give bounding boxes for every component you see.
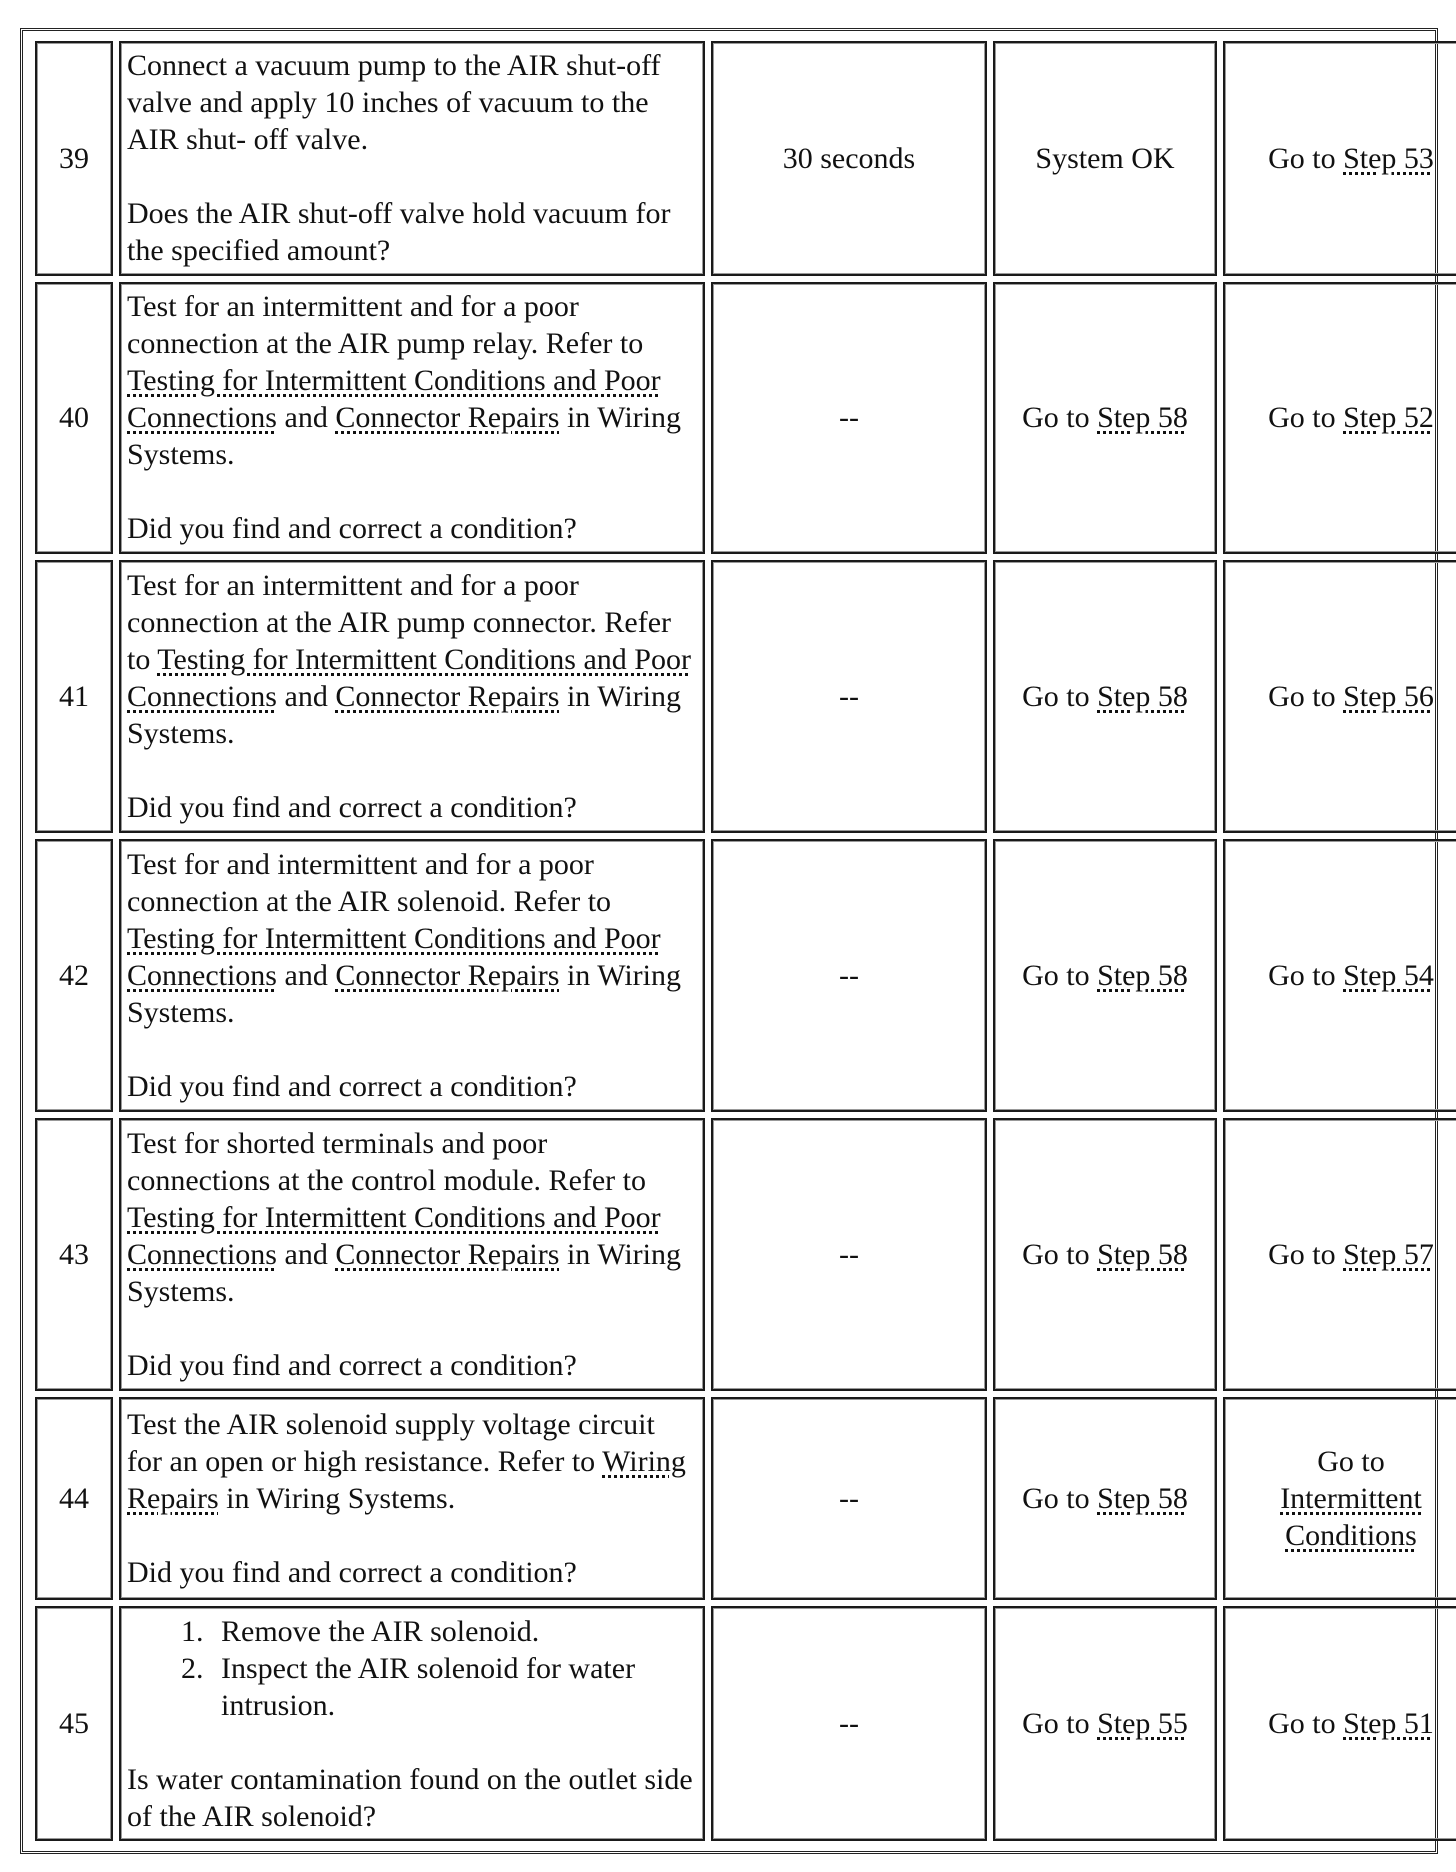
goto-link[interactable]: Step 57 bbox=[1343, 1238, 1434, 1272]
document-page bbox=[20, 28, 1438, 1854]
table-row bbox=[35, 1118, 1456, 1391]
step-no-result bbox=[1223, 839, 1456, 1112]
step-instruction bbox=[127, 1406, 697, 1517]
table-row bbox=[35, 839, 1456, 1112]
step-number: 39 bbox=[35, 41, 113, 276]
step-no-result bbox=[1223, 1118, 1456, 1391]
spacer bbox=[127, 1310, 697, 1347]
step-value: -- bbox=[711, 282, 987, 555]
table-row bbox=[35, 560, 1456, 833]
step-instruction bbox=[127, 288, 697, 473]
result-text: Go to bbox=[1022, 1482, 1098, 1516]
text-segment: in Wiring Systems. bbox=[127, 1238, 682, 1309]
result-text: Go to bbox=[1022, 959, 1098, 993]
reference-link[interactable]: Testing for Intermittent Conditions and Poor Connections bbox=[127, 1201, 661, 1272]
step-number: 40 bbox=[35, 282, 113, 555]
result-text: System OK bbox=[1035, 141, 1175, 175]
goto-link[interactable]: Step 52 bbox=[1343, 401, 1434, 435]
text-segment: in Wiring Systems. bbox=[218, 1482, 456, 1516]
text-segment: Test for and intermittent and for a poor connection at the AIR solenoid. Refer to bbox=[127, 848, 612, 919]
step-value: 30 seconds bbox=[711, 41, 987, 276]
text-segment: Did you find and correct a condition? bbox=[127, 512, 577, 546]
text-segment: and bbox=[277, 680, 336, 714]
step-number: 41 bbox=[35, 560, 113, 833]
table-row bbox=[35, 1397, 1456, 1600]
reference-link[interactable]: Connector Repairs bbox=[335, 1238, 560, 1272]
result-text: Go to bbox=[1268, 1238, 1344, 1272]
step-no-result bbox=[1223, 1606, 1456, 1841]
text-segment: and bbox=[277, 959, 336, 993]
result-text: Go to bbox=[1022, 401, 1098, 435]
step-action bbox=[119, 839, 705, 1112]
step-instruction bbox=[127, 846, 697, 1031]
reference-link[interactable]: Connector Repairs bbox=[335, 401, 560, 435]
text-segment: Did you find and correct a condition? bbox=[127, 791, 577, 825]
step-yes-result bbox=[993, 1606, 1217, 1841]
step-action bbox=[119, 1118, 705, 1391]
result-text: Go to bbox=[1268, 401, 1344, 435]
step-question bbox=[127, 510, 697, 547]
text-segment: Did you find and correct a condition? bbox=[127, 1349, 577, 1383]
result-text: Go to bbox=[1317, 1445, 1385, 1479]
steps-table-body bbox=[35, 41, 1456, 1841]
step-yes-result bbox=[993, 1397, 1217, 1600]
step-number: 45 bbox=[35, 1606, 113, 1841]
step-number: 44 bbox=[35, 1397, 113, 1600]
step-action bbox=[119, 282, 705, 555]
text-segment: Did you find and correct a condition? bbox=[127, 1070, 577, 1104]
text-segment: Is water contamination found on the outlet side of the AIR solenoid? bbox=[127, 1762, 693, 1833]
step-no-result bbox=[1223, 41, 1456, 276]
text-segment: Test the AIR solenoid supply voltage circuit for an open or high resistance. Refer to bbox=[127, 1408, 655, 1479]
spacer bbox=[127, 158, 697, 195]
table-row bbox=[35, 41, 1456, 276]
reference-link[interactable]: Connector Repairs bbox=[335, 959, 560, 993]
result-text: Go to bbox=[1268, 1707, 1344, 1741]
text-segment: in Wiring Systems. bbox=[127, 959, 682, 1030]
action-list-item: 2. Inspect the AIR solenoid for water intrusion. bbox=[211, 1650, 697, 1724]
result-text: Go to bbox=[1022, 1707, 1098, 1741]
step-yes-result bbox=[993, 1118, 1217, 1391]
step-question bbox=[127, 789, 697, 826]
goto-link[interactable]: Step 58 bbox=[1097, 680, 1188, 714]
result-text: Go to bbox=[1022, 680, 1098, 714]
goto-link[interactable]: Step 58 bbox=[1097, 1238, 1188, 1272]
result-text: Go to bbox=[1268, 680, 1344, 714]
text-segment: in Wiring Systems. bbox=[127, 401, 682, 472]
step-question bbox=[127, 1761, 697, 1835]
step-question bbox=[127, 195, 697, 269]
spacer bbox=[127, 1517, 697, 1554]
goto-link[interactable]: Intermittent Conditions bbox=[1280, 1482, 1422, 1553]
spacer bbox=[127, 1724, 697, 1761]
spacer bbox=[127, 1031, 697, 1068]
result-text: Go to bbox=[1022, 1238, 1098, 1272]
step-value: -- bbox=[711, 839, 987, 1112]
step-yes-result bbox=[993, 41, 1217, 276]
result-text: Go to bbox=[1268, 141, 1344, 175]
step-number: 43 bbox=[35, 1118, 113, 1391]
step-value: -- bbox=[711, 1397, 987, 1600]
text-segment: and bbox=[277, 1238, 336, 1272]
step-instruction bbox=[127, 47, 697, 158]
table-row bbox=[35, 282, 1456, 555]
step-number: 42 bbox=[35, 839, 113, 1112]
step-instruction bbox=[127, 1125, 697, 1310]
reference-link[interactable]: Testing for Intermittent Conditions and Poor Connections bbox=[127, 364, 661, 435]
goto-link[interactable]: Step 53 bbox=[1343, 141, 1434, 175]
step-yes-result bbox=[993, 839, 1217, 1112]
step-question bbox=[127, 1068, 697, 1105]
step-yes-result bbox=[993, 282, 1217, 555]
step-no-result bbox=[1223, 1397, 1456, 1600]
result-text: Go to bbox=[1268, 959, 1344, 993]
step-action bbox=[119, 1397, 705, 1600]
reference-link[interactable]: Testing for Intermittent Conditions and Poor Connections bbox=[127, 922, 661, 993]
text-segment: Test for an intermittent and for a poor connection at the AIR pump relay. Refer to bbox=[127, 290, 644, 361]
step-action bbox=[119, 1606, 705, 1841]
step-value: -- bbox=[711, 1118, 987, 1391]
goto-link[interactable]: Step 56 bbox=[1343, 680, 1434, 714]
goto-link[interactable]: Step 58 bbox=[1097, 401, 1188, 435]
reference-link[interactable]: Testing for Intermittent Conditions and Poor Connections bbox=[127, 643, 691, 714]
text-segment: Does the AIR shut-off valve hold vacuum for the specified amount? bbox=[127, 197, 671, 268]
text-segment: Test for an intermittent and for a poor connection at the AIR pump connector. Refer to bbox=[127, 569, 671, 677]
text-segment: Did you find and correct a condition? bbox=[127, 1556, 577, 1590]
spacer bbox=[127, 752, 697, 789]
table-row bbox=[35, 1606, 1456, 1841]
action-list-item: 1. Remove the AIR solenoid. bbox=[211, 1613, 697, 1650]
step-action bbox=[119, 41, 705, 276]
text-segment: in Wiring Systems. bbox=[127, 680, 682, 751]
action-list bbox=[127, 1613, 697, 1724]
text-segment: Test for shorted terminals and poor connections at the control module. Refer to bbox=[127, 1127, 647, 1198]
step-yes-result bbox=[993, 560, 1217, 833]
step-question bbox=[127, 1347, 697, 1384]
diagnostic-steps-table bbox=[29, 35, 1456, 1847]
reference-link[interactable]: Wiring Repairs bbox=[127, 1445, 686, 1516]
text-segment: and bbox=[277, 401, 336, 435]
step-value: -- bbox=[711, 1606, 987, 1841]
spacer bbox=[127, 473, 697, 510]
step-no-result bbox=[1223, 282, 1456, 555]
step-instruction bbox=[127, 567, 697, 752]
goto-link[interactable]: Step 54 bbox=[1343, 959, 1434, 993]
step-value: -- bbox=[711, 560, 987, 833]
goto-link[interactable]: Step 51 bbox=[1343, 1707, 1434, 1741]
goto-link[interactable]: Step 55 bbox=[1097, 1707, 1188, 1741]
step-no-result bbox=[1223, 560, 1456, 833]
goto-link[interactable]: Step 58 bbox=[1097, 959, 1188, 993]
goto-link[interactable]: Step 58 bbox=[1097, 1482, 1188, 1516]
step-question bbox=[127, 1554, 697, 1591]
step-action bbox=[119, 560, 705, 833]
reference-link[interactable]: Connector Repairs bbox=[335, 680, 560, 714]
text-segment: Connect a vacuum pump to the AIR shut-off valve and apply 10 inches of vacuum to the AIR shut- off valve. bbox=[127, 49, 661, 157]
